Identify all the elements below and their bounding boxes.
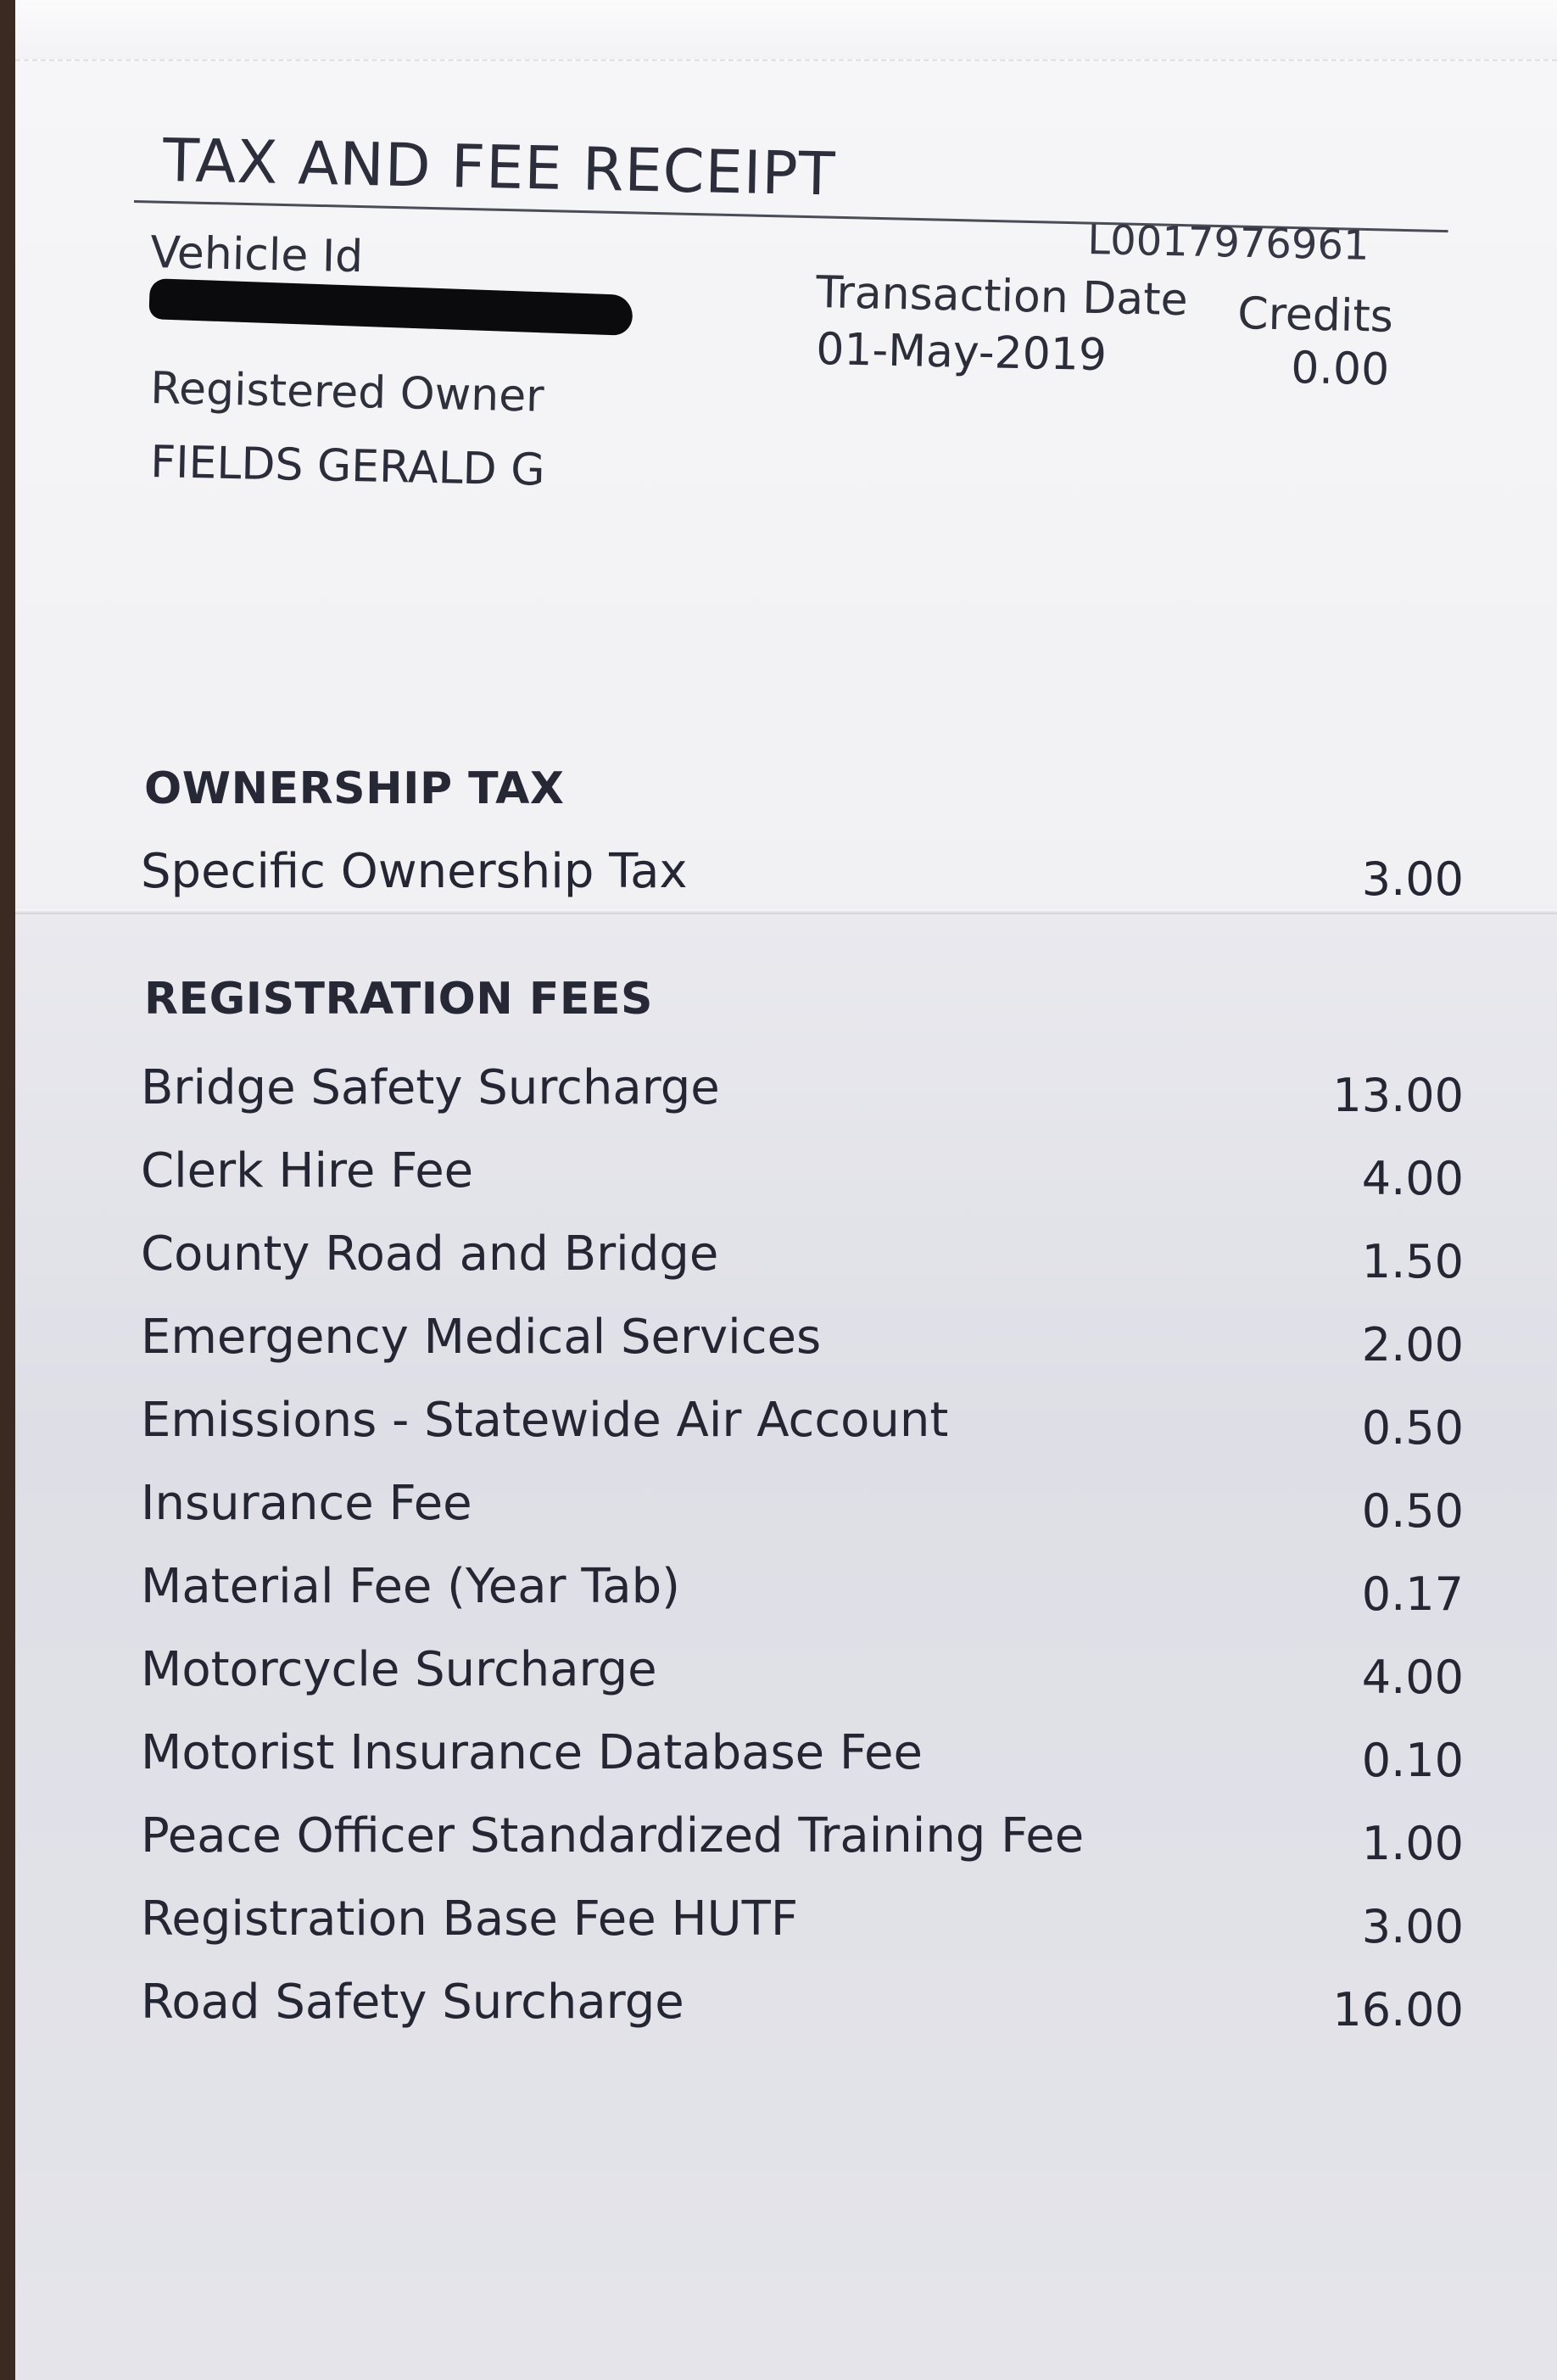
line-item	[141, 1975, 1464, 2034]
line-item	[141, 1060, 1464, 1120]
line-item	[141, 1725, 1464, 1785]
credits-label: Credits	[1236, 288, 1394, 343]
receipt-number: L0017976961	[1086, 216, 1370, 270]
line-item-amount: 4.00	[1361, 1152, 1464, 1205]
line-item-amount: 16.00	[1332, 1983, 1464, 2036]
registered-owner-label: Registered Owner	[149, 363, 545, 422]
line-item-name: Clerk Hire Fee	[141, 1143, 474, 1198]
line-item-amount: 3.00	[1361, 1900, 1464, 1953]
receipt-paper	[15, 0, 1557, 2380]
line-item-name: Specific Ownership Tax	[141, 844, 688, 899]
line-item-name: Emergency Medical Services	[141, 1310, 822, 1365]
vehicle-id-label: Vehicle Id	[149, 227, 364, 283]
vehicle-id-redaction	[148, 278, 633, 336]
line-item-name: Material Fee (Year Tab)	[141, 1559, 681, 1614]
credits-value: 0.00	[1290, 343, 1390, 396]
line-item-amount: 3.00	[1361, 852, 1464, 906]
line-item-name: Registration Base Fee HUTF	[141, 1891, 799, 1947]
transaction-date-label: Transaction Date	[815, 267, 1189, 327]
line-item-amount: 0.50	[1361, 1484, 1464, 1538]
line-item	[141, 1143, 1464, 1203]
line-item-amount: 2.00	[1361, 1318, 1464, 1372]
line-item-amount: 4.00	[1361, 1651, 1464, 1704]
receipt-title: TAX AND FEE RECEIPT	[162, 126, 837, 210]
line-item	[141, 844, 1464, 906]
line-item-name: Bridge Safety Surcharge	[141, 1060, 720, 1115]
registration-fees-heading: REGISTRATION FEES	[144, 974, 653, 1025]
paper-fold	[15, 909, 1557, 914]
ownership-tax-heading: OWNERSHIP TAX	[144, 763, 565, 814]
line-item-name: County Road and Bridge	[141, 1226, 719, 1282]
line-item	[141, 1642, 1464, 1704]
line-item-name: Emissions - Statewide Air Account	[141, 1393, 949, 1448]
line-item-name: Peace Officer Standardized Training Fee	[141, 1808, 1085, 1863]
paper-top-edge	[15, 0, 1557, 61]
line-item	[141, 1310, 1464, 1372]
transaction-date-value: 01-May-2019	[815, 324, 1108, 382]
line-item	[141, 1808, 1464, 1868]
line-item-name: Insurance Fee	[141, 1476, 472, 1531]
line-item	[141, 1559, 1464, 1621]
line-item-amount: 1.00	[1361, 1817, 1464, 1870]
line-item-name: Motorist Insurance Database Fee	[141, 1725, 923, 1780]
line-item-name: Road Safety Surcharge	[141, 1975, 684, 2030]
registered-owner-name: FIELDS GERALD G	[149, 437, 546, 496]
line-item-amount: 0.10	[1361, 1734, 1464, 1787]
line-item	[141, 1476, 1464, 1538]
line-item-amount: 0.50	[1361, 1401, 1464, 1455]
line-item	[141, 1226, 1464, 1286]
line-item-name: Motorcycle Surcharge	[141, 1642, 657, 1697]
line-item-amount: 1.50	[1361, 1235, 1464, 1288]
line-item	[141, 1891, 1464, 1951]
line-item-amount: 0.17	[1361, 1567, 1464, 1621]
line-item	[141, 1393, 1464, 1455]
line-item-amount: 13.00	[1332, 1069, 1464, 1122]
